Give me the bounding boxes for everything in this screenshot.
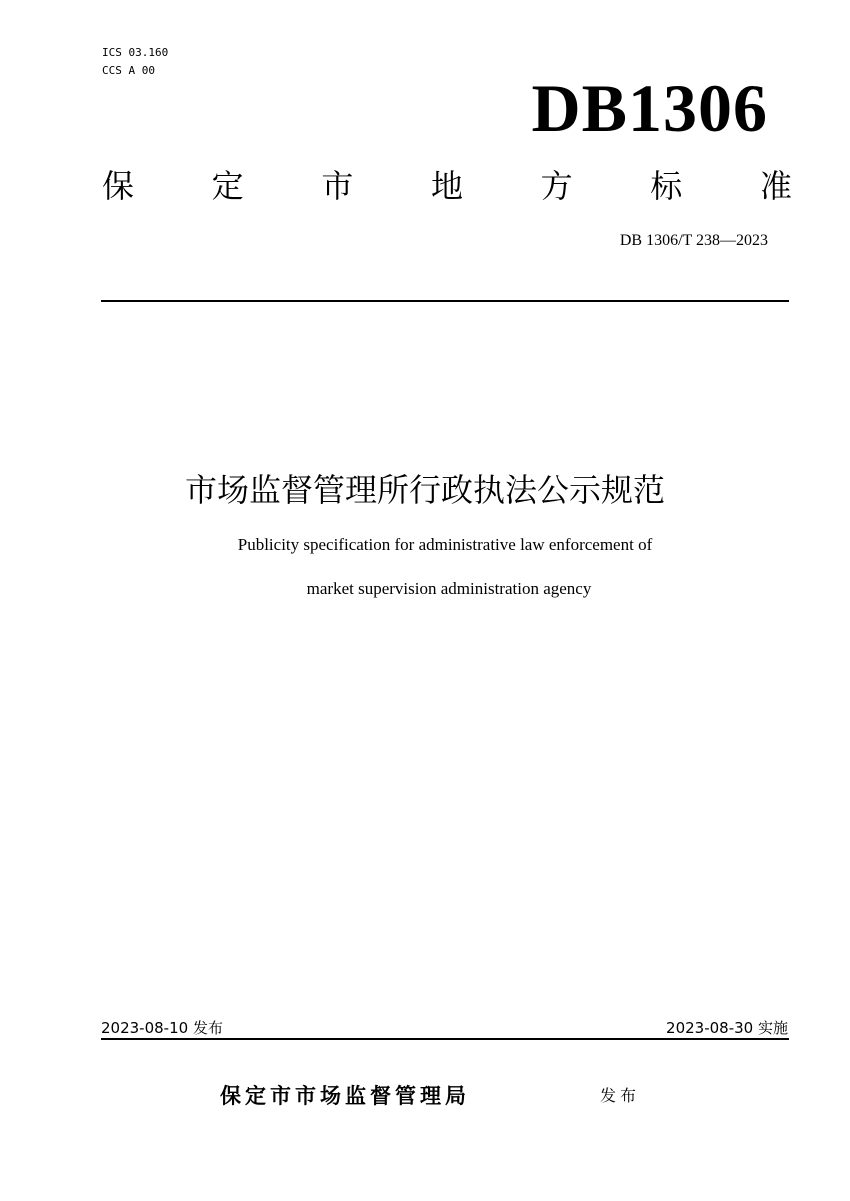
standard-type [102,162,792,210]
standard-type-char: 地 [430,167,463,205]
document-title-english-line2: market supervision administration agency [306,579,592,598]
ccs-code: CCS A 00 [102,64,155,77]
standard-type-char: 方 [540,167,573,205]
standard-type-char: 标 [650,167,683,205]
issuing-authority: 保定市市场监督管理局 [220,1084,470,1108]
standard-code: DB1306 [531,70,768,146]
top-divider [101,300,789,302]
issue-date: 2023-08-10 发布 [101,1019,223,1037]
classification-codes [102,44,168,80]
ics-code: ICS 03.160 [102,46,169,59]
implementation-date: 2023-08-30 实施 [666,1019,788,1037]
standard-type-char: 准 [759,167,792,205]
document-title-english-line1: Publicity specification for administrative law enforcement of [237,535,653,554]
standard-type-char: 保 [102,167,135,205]
standard-number: DB 1306/T 238—2023 [619,232,768,249]
bottom-divider [101,1038,789,1040]
document-title-chinese: 市场监督管理所行政执法公示规范 [184,471,665,509]
standard-type-char: 市 [321,167,354,205]
standard-type-char: 定 [211,167,244,205]
issue-label: 发布 [600,1086,641,1105]
